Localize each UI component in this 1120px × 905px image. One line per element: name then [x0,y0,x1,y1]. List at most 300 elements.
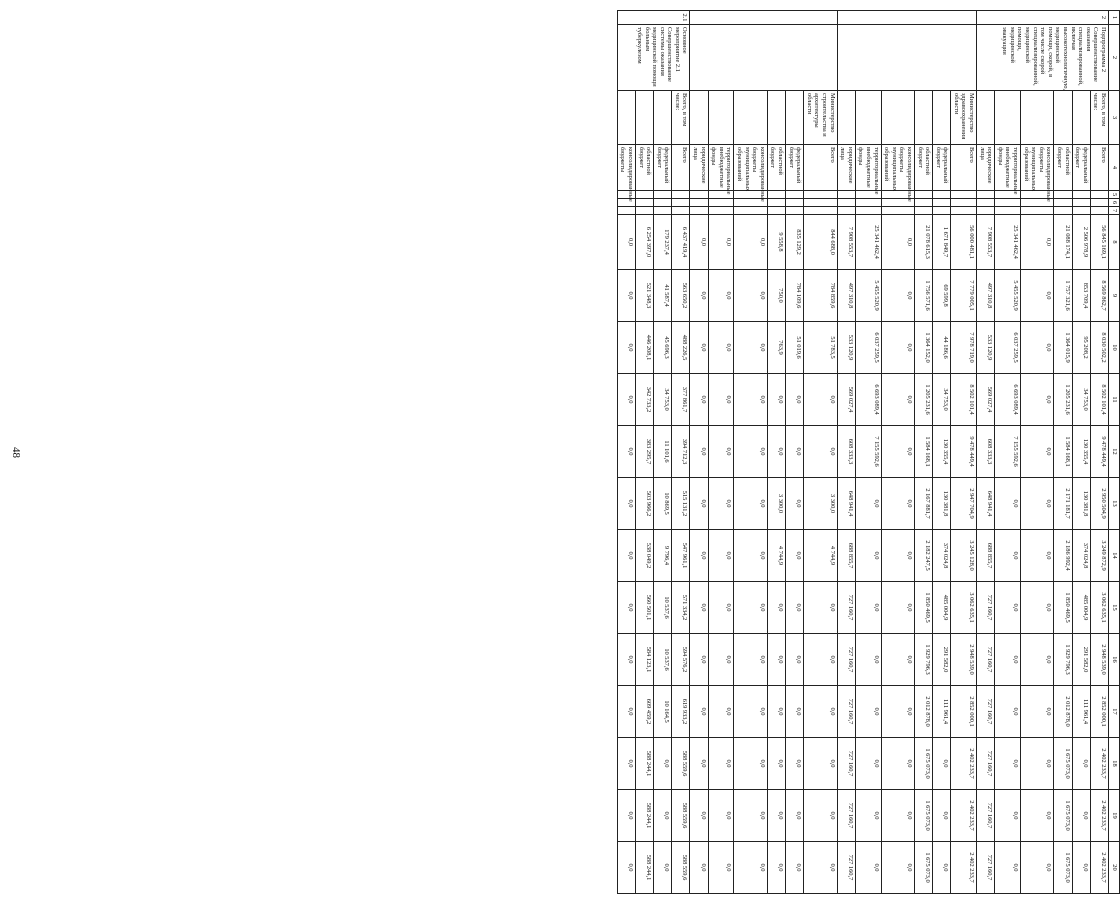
amount-cell: 9 478 449,4 [1090,426,1108,478]
amount-cell: 0,0 [617,322,635,374]
amount-cell: 608 333,3 [837,426,855,478]
amount-cell: 1 671 849,7 [933,215,951,270]
table-row [1090,11,1108,894]
amount-cell: 727 160,7 [977,686,995,738]
amount-cell: 0,0 [786,530,804,582]
code-cell [767,199,785,207]
amount-cell: 0,0 [734,634,767,686]
amount-cell: 34 753,0 [654,374,672,426]
amount-cell: 648 941,4 [837,478,855,530]
amount-cell: 0,0 [804,790,837,842]
amount-cell: 0,0 [1021,322,1054,374]
amount-cell: 0,0 [804,426,837,478]
responsible-cell: Всего, в том числе: [1090,91,1108,145]
amount-cell: 0,0 [786,426,804,478]
page-number: 48 [10,447,22,458]
code-cell [1021,207,1054,215]
amount-cell: 44 186,6 [933,322,951,374]
responsible-cell [1054,91,1072,145]
amount-cell: 515 131,2 [672,478,690,530]
amount-cell: 688 855,7 [977,530,995,582]
amount-cell: 7 155 592,6 [995,426,1021,478]
amount-cell: 2 012 878,0 [914,686,932,738]
amount-cell: 1 756 571,6 [914,270,932,322]
amount-cell: 0,0 [654,738,672,790]
table-row [933,11,951,894]
amount-cell: 51 783,5 [804,322,837,374]
amount-cell: 10 537,6 [654,634,672,686]
amount-cell: 1 929 796,3 [914,634,932,686]
amount-cell: 95 208,2 [1072,322,1090,374]
table-row [690,11,708,894]
table-row [804,11,837,894]
amount-cell: 2 402 233,7 [1090,842,1108,894]
table-row [617,11,635,894]
table-row [734,11,767,894]
column-number-cell: 18 [1109,738,1120,790]
budget-table [617,10,1120,894]
amount-cell: 5 455 520,9 [855,270,881,322]
responsible-cell [995,91,1021,145]
code-cell [914,199,932,207]
funding-source-cell: юридические лица [837,145,855,191]
amount-cell: 6 254 397,0 [635,215,653,270]
amount-cell: 2 402 233,7 [1090,790,1108,842]
amount-cell: 0,0 [1072,842,1090,894]
amount-cell: 4 744,9 [804,530,837,582]
item-number-cell [690,11,837,25]
amount-cell: 0,0 [617,738,635,790]
amount-cell: 485 004,9 [933,582,951,634]
column-number-cell: 15 [1109,582,1120,634]
amount-cell: 609 459,2 [635,686,653,738]
amount-cell: 3 249 872,9 [1090,530,1108,582]
amount-cell: 588 559,6 [672,738,690,790]
amount-cell: 1 205 231,6 [1054,374,1072,426]
table-row [635,11,653,894]
code-cell [804,191,837,199]
amount-cell: 8 030 502,2 [1090,322,1108,374]
responsible-cell [977,91,995,145]
responsible-cell [690,91,708,145]
amount-cell: 0,0 [786,790,804,842]
funding-source-cell: областной бюджет [914,145,932,191]
amount-cell: 45 696,3 [654,322,672,374]
column-number-cell: 3 [1109,91,1120,145]
amount-cell: 0,0 [734,842,767,894]
amount-cell: 130 355,4 [933,426,951,478]
amount-cell: 0,0 [734,478,767,530]
code-cell [977,191,995,199]
funding-source-cell: федеральный бюджет [1072,145,1090,191]
code-cell [855,199,881,207]
amount-cell: 727 160,7 [837,634,855,686]
amount-cell: 1 675 073,0 [1054,842,1072,894]
funding-source-cell: консолидированные бюджеты муниципальных образований [1021,145,1054,191]
amount-cell: 0,0 [1021,478,1054,530]
amount-cell: 0,0 [617,634,635,686]
amount-cell: 0,0 [734,374,767,426]
amount-cell: 588 559,6 [672,790,690,842]
amount-cell: 7 908 553,7 [977,215,995,270]
amount-cell: 648 941,4 [977,478,995,530]
amount-cell: 608 333,3 [977,426,995,478]
amount-cell: 1 675 073,0 [914,842,932,894]
amount-cell: 0,0 [734,686,767,738]
column-number-cell: 1 [1109,11,1120,25]
amount-cell: 0,0 [804,582,837,634]
amount-cell: 56 000 481,1 [951,215,977,270]
amount-cell: 588 244,1 [635,738,653,790]
responsible-cell [635,91,653,145]
amount-cell: 0,0 [881,582,914,634]
code-cell [767,191,785,199]
column-number-cell: 20 [1109,842,1120,894]
responsible-cell [708,91,734,145]
amount-cell: 0,0 [767,634,785,686]
code-cell [1054,191,1072,199]
amount-cell: 3 062 635,1 [951,582,977,634]
amount-cell: 1 364 015,9 [1054,322,1072,374]
amount-cell: 0,0 [786,374,804,426]
code-cell [914,207,932,215]
amount-cell: 0,0 [690,582,708,634]
amount-cell: 0,0 [708,686,734,738]
amount-cell: 0,0 [617,582,635,634]
responsible-cell: Министерство строительства и архитектуры области [804,91,837,145]
amount-cell: 25 341 462,4 [995,215,1021,270]
amount-cell: 0,0 [804,842,837,894]
column-number-cell: 12 [1109,426,1120,478]
amount-cell: 0,0 [708,374,734,426]
amount-cell: 0,0 [995,686,1021,738]
responsible-cell [855,91,881,145]
amount-cell: 0,0 [1021,738,1054,790]
funding-source-cell: областной бюджет [1054,145,1072,191]
code-cell [977,199,995,207]
code-cell [933,199,951,207]
amount-cell: 0,0 [690,790,708,842]
code-cell [951,191,977,199]
table-row [881,11,914,894]
amount-cell: 0,0 [995,790,1021,842]
column-number-cell: 8 [1109,215,1120,270]
amount-cell: 0,0 [734,270,767,322]
amount-cell: 727 160,7 [837,842,855,894]
amount-cell: 2 182 247,5 [914,530,932,582]
amount-cell: 0,0 [1021,842,1054,894]
responsible-cell [933,91,951,145]
amount-cell: 844 688,0 [804,215,837,270]
amount-cell: 0,0 [786,686,804,738]
amount-cell: 533 120,9 [837,322,855,374]
amount-cell: 0,0 [1072,738,1090,790]
code-cell [1072,199,1090,207]
code-cell [855,207,881,215]
code-cell [837,199,855,207]
amount-cell: 0,0 [855,582,881,634]
funding-source-cell: юридические лица [977,145,995,191]
funding-source-cell: консолидированные бюджеты муниципальных образований [734,145,767,191]
amount-cell: 0,0 [1021,530,1054,582]
amount-cell: 0,0 [690,738,708,790]
code-cell [654,199,672,207]
amount-cell: 2 012 878,0 [1054,686,1072,738]
code-cell [617,207,635,215]
code-cell [804,199,837,207]
code-cell [654,207,672,215]
amount-cell: 727 160,7 [837,738,855,790]
funding-source-cell: юридические лица [690,145,708,191]
amount-cell: 0,0 [881,374,914,426]
amount-cell: 488 226,5 [672,322,690,374]
amount-cell: 374 024,8 [933,530,951,582]
funding-source-cell: федеральный бюджет [933,145,951,191]
amount-cell: 0,0 [881,686,914,738]
responsible-cell [1072,91,1090,145]
amount-cell: 569 027,4 [837,374,855,426]
amount-cell: 588 244,1 [635,842,653,894]
funding-source-cell: федеральный бюджет [786,145,804,191]
code-cell [690,191,708,199]
amount-cell: 11 101,6 [654,426,672,478]
amount-cell: 2 402 233,7 [951,842,977,894]
amount-cell: 7 155 592,6 [855,426,881,478]
responsible-cell: Всего, в том числе: [672,91,690,145]
amount-cell: 538 049,2 [635,530,653,582]
amount-cell: 41 587,4 [654,270,672,322]
amount-cell: 2 402 233,7 [1090,738,1108,790]
amount-cell: 0,0 [933,738,951,790]
amount-cell: 394 712,3 [672,426,690,478]
code-cell [672,207,690,215]
table-row [951,11,977,894]
amount-cell: 291 582,0 [1072,634,1090,686]
amount-cell: 0,0 [690,322,708,374]
funding-source-cell: областной бюджет [635,145,653,191]
amount-cell: 0,0 [617,842,635,894]
code-cell [1054,207,1072,215]
amount-cell: 130 381,8 [933,478,951,530]
amount-cell: 0,0 [617,686,635,738]
amount-cell: 374 024,8 [1072,530,1090,582]
code-cell [734,207,767,215]
column-number-cell: 5 [1109,191,1120,199]
amount-cell: 560 501,1 [635,582,653,634]
funding-source-cell: территориальные внебюджетные фонды [995,145,1021,191]
amount-cell: 0,0 [734,322,767,374]
code-cell [708,199,734,207]
responsible-cell [654,91,672,145]
amount-cell: 497 310,8 [837,270,855,322]
table-row [654,11,672,894]
amount-cell: 7 779 005,1 [951,270,977,322]
amount-cell: 0,0 [804,738,837,790]
amount-cell: 8 502 101,4 [951,374,977,426]
responsible-cell [837,91,855,145]
amount-cell: 2 402 233,7 [951,790,977,842]
funding-source-cell: консолидированные бюджеты муниципальных образований [881,145,914,191]
amount-cell: 0,0 [1072,790,1090,842]
code-cell [804,207,837,215]
amount-cell: 34 753,0 [1072,374,1090,426]
column-number-cell: 11 [1109,374,1120,426]
code-cell [672,199,690,207]
funding-source-cell: Всего [1090,145,1108,191]
amount-cell: 0,0 [786,582,804,634]
amount-cell: 0,0 [617,426,635,478]
code-cell [690,207,708,215]
amount-cell: 0,0 [708,634,734,686]
code-cell [654,191,672,199]
amount-cell: 0,0 [855,738,881,790]
amount-cell: 9 796,4 [654,530,672,582]
amount-cell: 2 402 233,7 [951,738,977,790]
amount-cell: 0,0 [708,215,734,270]
amount-cell: 0,0 [617,790,635,842]
amount-cell: 1 929 796,3 [1054,634,1072,686]
amount-cell: 2 852 000,1 [951,686,977,738]
amount-cell: 0,0 [881,322,914,374]
amount-cell: 0,0 [734,582,767,634]
amount-cell: 688 855,7 [837,530,855,582]
amount-cell: 0,0 [995,478,1021,530]
program-name-cell [837,25,977,91]
code-cell [837,207,855,215]
code-cell [1054,199,1072,207]
code-cell [1090,199,1108,207]
amount-cell: 0,0 [617,530,635,582]
column-number-cell: 16 [1109,634,1120,686]
amount-cell: 9 478 449,4 [951,426,977,478]
code-cell [951,199,977,207]
column-number-cell: 2 [1109,25,1120,91]
amount-cell: 0,0 [1021,374,1054,426]
funding-source-cell: областной бюджет [767,145,785,191]
amount-cell: 0,0 [690,530,708,582]
amount-cell: 0,0 [617,215,635,270]
amount-cell: 0,0 [881,530,914,582]
amount-cell: 0,0 [734,215,767,270]
amount-cell: 0,0 [690,426,708,478]
amount-cell: 3 062 635,1 [1090,582,1108,634]
code-cell [933,207,951,215]
amount-cell: 0,0 [734,738,767,790]
amount-cell: 1 757 321,6 [1054,270,1072,322]
column-number-cell: 10 [1109,322,1120,374]
table-row [855,11,881,894]
code-cell [767,207,785,215]
code-cell [1090,191,1108,199]
amount-cell: 0,0 [767,374,785,426]
amount-cell: 0,0 [1021,426,1054,478]
amount-cell: 0,0 [690,634,708,686]
amount-cell: 0,0 [995,530,1021,582]
amount-cell: 0,0 [617,374,635,426]
amount-cell: 7 978 719,0 [951,322,977,374]
code-cell [977,207,995,215]
program-name-cell: Основное мероприятие 2.1 Совершенствование системы оказания медицинской помощи больным туберкулезом [617,25,690,91]
amount-cell: 750,0 [767,270,785,322]
amount-cell: 588 244,1 [635,790,653,842]
amount-cell: 2 852 000,1 [1090,686,1108,738]
column-number-cell: 4 [1109,145,1120,191]
responsible-cell [881,91,914,145]
amount-cell: 0,0 [734,790,767,842]
table-row [1072,11,1090,894]
amount-cell: 727 160,7 [977,842,995,894]
amount-cell: 0,0 [708,426,734,478]
amount-cell: 2 171 181,7 [1054,478,1072,530]
amount-cell: 0,0 [881,790,914,842]
amount-cell: 0,0 [881,426,914,478]
amount-cell: 0,0 [708,322,734,374]
amount-cell: 10 164,5 [654,686,672,738]
amount-cell: 69 599,8 [933,270,951,322]
amount-cell: 0,0 [881,738,914,790]
amount-cell: 0,0 [1021,634,1054,686]
amount-cell: 0,0 [786,842,804,894]
amount-cell: 1 364 152,0 [914,322,932,374]
item-number-cell [837,11,977,25]
amount-cell: 1 584 168,1 [914,426,932,478]
amount-cell: 0,0 [855,530,881,582]
amount-cell: 0,0 [1021,215,1054,270]
amount-cell: 0,0 [690,374,708,426]
amount-cell: 9 558,8 [767,215,785,270]
amount-cell: 727 160,7 [977,738,995,790]
amount-cell: 383 295,7 [635,426,653,478]
amount-cell: 727 160,7 [837,582,855,634]
amount-cell: 0,0 [767,842,785,894]
code-cell [837,191,855,199]
amount-cell: 727 160,7 [977,582,995,634]
amount-cell: 727 160,7 [977,790,995,842]
amount-cell: 10 869,5 [654,478,672,530]
amount-cell: 0,0 [1021,790,1054,842]
table-row [1021,11,1054,894]
amount-cell: 0,0 [804,374,837,426]
amount-cell: 0,0 [617,478,635,530]
amount-cell: 0,0 [855,478,881,530]
table-row [977,11,995,894]
amount-cell: 0,0 [734,426,767,478]
funding-source-cell: консолидированные бюджеты [617,145,635,191]
code-cell [635,207,653,215]
amount-cell: 0,0 [995,582,1021,634]
amount-cell: 4 744,9 [767,530,785,582]
responsible-cell [734,91,767,145]
funding-source-cell: федеральный бюджет [654,145,672,191]
amount-cell: 0,0 [786,738,804,790]
amount-cell: 0,0 [708,738,734,790]
column-number-cell: 13 [1109,478,1120,530]
amount-cell: 6 437 419,4 [672,215,690,270]
code-cell [1072,191,1090,199]
amount-cell: 0,0 [708,530,734,582]
amount-cell: 2 947 704,9 [951,478,977,530]
header-row [1109,11,1120,894]
amount-cell: 0,0 [933,790,951,842]
amount-cell: 291 582,0 [933,634,951,686]
amount-cell: 2 948 539,0 [951,634,977,686]
amount-cell: 619 933,2 [672,686,690,738]
amount-cell: 6 693 089,4 [855,374,881,426]
amount-cell: 0,0 [995,634,1021,686]
amount-cell: 563 650,2 [672,270,690,322]
amount-cell: 547 961,1 [672,530,690,582]
table-row [786,11,804,894]
